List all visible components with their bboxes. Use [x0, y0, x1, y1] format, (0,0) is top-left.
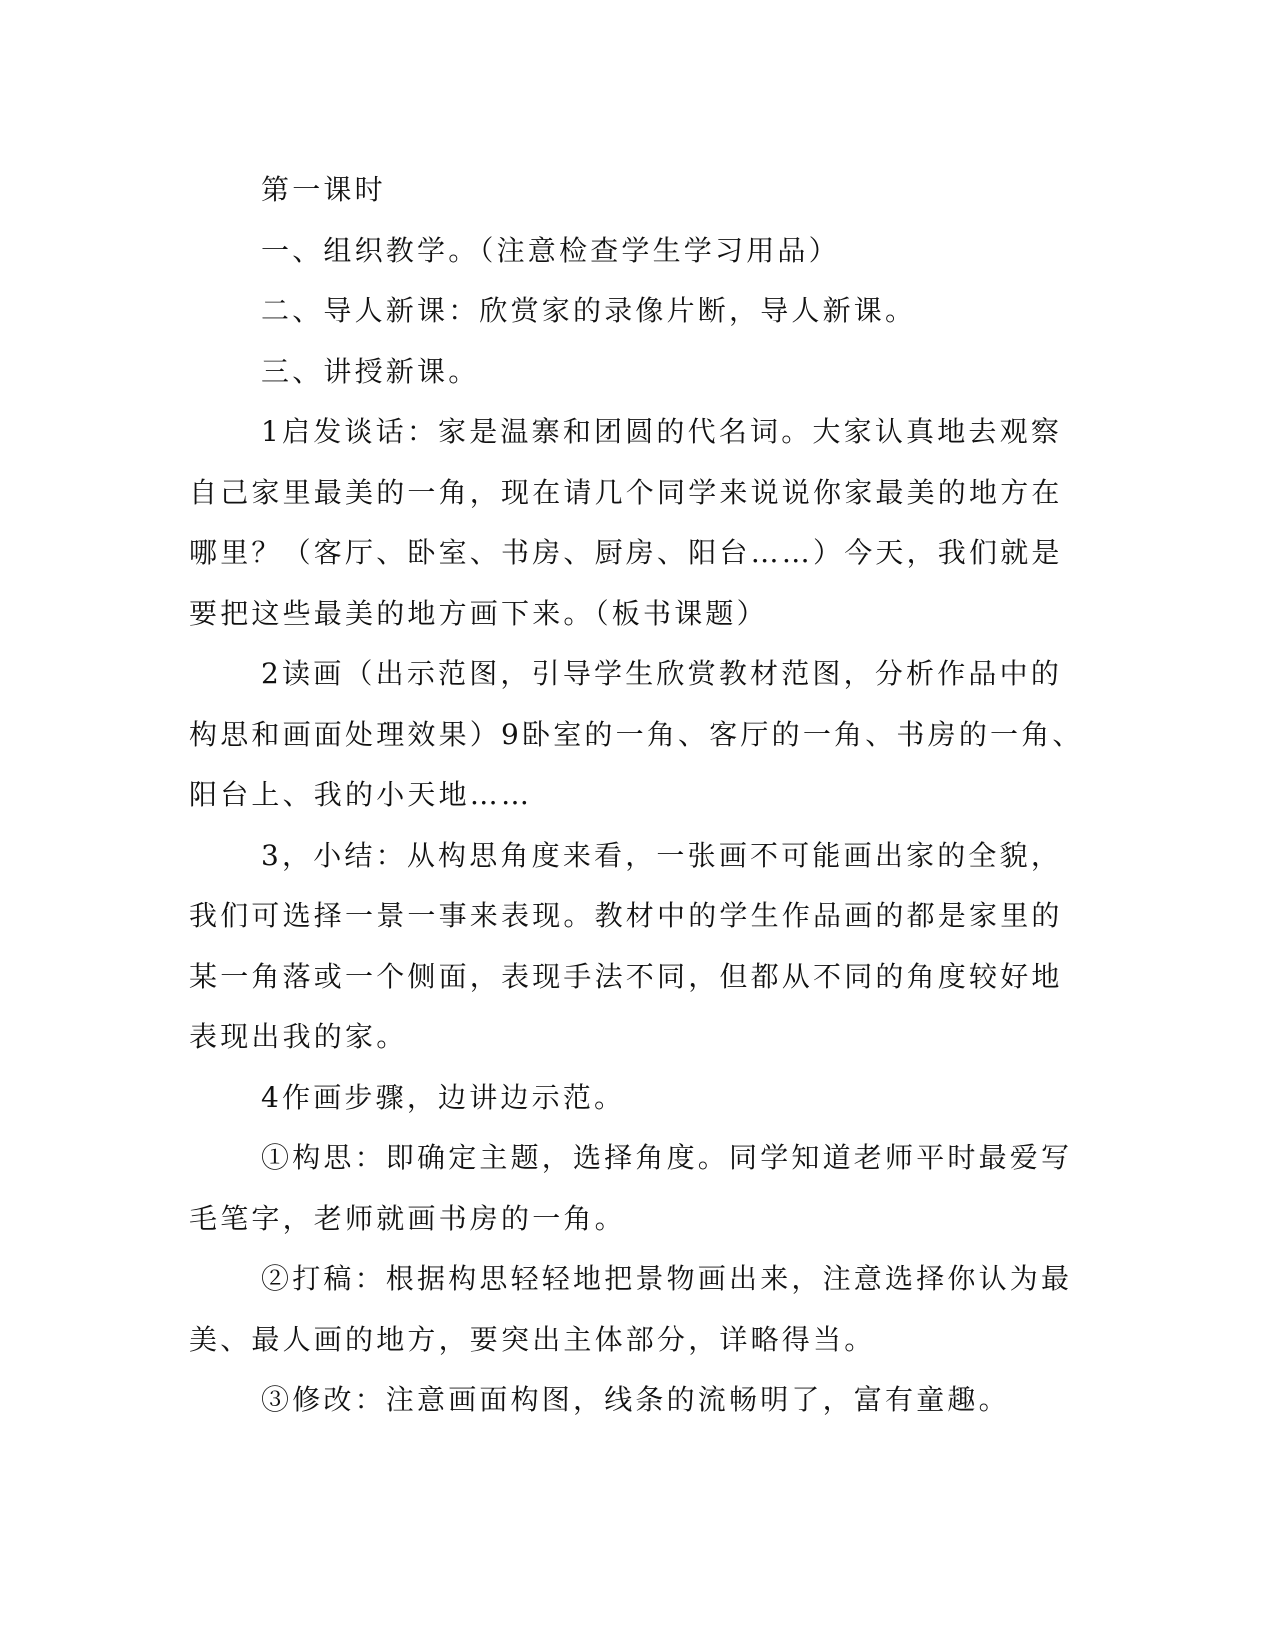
substep-2-sketch: ②打稿：根据构思轻轻地把景物画出来，注意选择你认为最美、最人画的地方，要突出主体部分，详略得当。: [189, 1262, 1073, 1356]
step-4-drawing-steps: 4作画步骤，边讲边示范。: [261, 1080, 626, 1114]
document-body: [189, 160, 1089, 1431]
substep-3-revise: ③修改：注意画面构图，线条的流畅明了，富有童趣。: [261, 1383, 1010, 1416]
substep-1-conception: ①构思：即确定主题，选择角度。同学知道老师平时最爱写毛笔字，老师就画书房的一角。: [189, 1141, 1073, 1235]
step-2-reading-pictures: 2读画（出示范图，引导学生欣赏教材范图，分析作品中的构思和画面处理效果）9卧室的一角、客厅的一角、书房的一角、阳台上、我的小天地……: [189, 657, 1084, 811]
step-3-summary: 3，小结：从构思角度来看，一张画不可能画出家的全貌，我们可选择一景一事来表现。教材中的学生作品画的都是家里的某一角落或一个侧面，表现手法不同，但都从不同的角度较好地表现出我的家。: [189, 838, 1063, 1053]
lesson-heading: 第一课时: [261, 173, 386, 206]
step-1-inspiring-talk: 1启发谈话：家是温寨和团圆的代名词。大家认真地去观察自己家里最美的一角，现在请几个同学来说说你家最美的地方在哪里？（客厅、卧室、书房、厨房、阳台……）今天，我们就是要把这些最美的地方画下来。（板书课题）: [189, 415, 1063, 630]
section-teach-new-lesson: 三、讲授新课。: [261, 354, 480, 388]
section-introduce-new-lesson: 二、导人新课：欣赏家的录像片断，导人新课。: [261, 294, 917, 327]
section-organize-teaching: 一、组织教学。（注意检查学生学习用品）: [261, 233, 840, 267]
